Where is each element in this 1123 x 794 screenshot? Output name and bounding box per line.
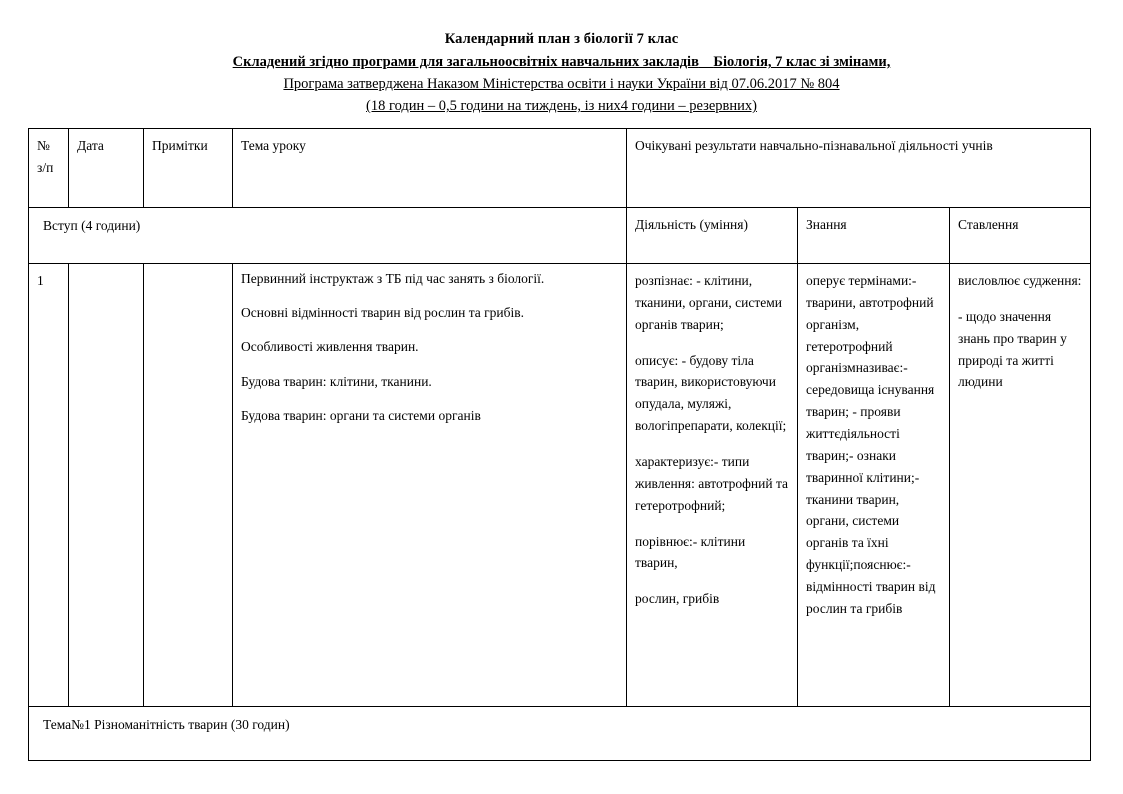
subtitle-program-part1: Складений згідно програми для загальноосвітніх навчальних закладів xyxy=(232,54,699,71)
header-cell-number xyxy=(29,129,69,208)
header-number-suffix: з/п xyxy=(37,159,54,175)
cell-activity xyxy=(627,264,798,707)
subtitle-order-text: Програма затверджена Наказом Міністерства освіти і науки України від 07.06.2017 № 804 xyxy=(283,76,840,93)
subtitle-program-part2: Біологія, 7 клас зі змінами, xyxy=(713,54,891,71)
lesson-theme-line: Будова тварин: органи та системи органів xyxy=(241,407,481,423)
section-label-theme1: Тема№1 Різноманітність тварин (30 годин) xyxy=(29,707,1091,761)
lesson-theme-line: Будова тварин: клітини, тканини. xyxy=(241,373,432,389)
subheader-activity: Діяльність (уміння) xyxy=(627,208,798,264)
cell-date xyxy=(69,264,144,707)
cell-lesson-theme xyxy=(233,264,627,707)
cell-attitude xyxy=(950,264,1091,707)
header-cell-date: Дата xyxy=(69,129,144,208)
header-cell-notes: Примітки xyxy=(144,129,233,208)
activity-item: характеризує:- типи живлення: автотрофний та гетеротрофний; xyxy=(635,454,789,513)
header-cell-theme: Тема уроку xyxy=(233,129,627,208)
lesson-theme-line: Особливості живлення тварин. xyxy=(241,339,419,355)
subtitle-hours-text: (18 годин – 0,5 години на тиждень, із них4 години – резервних) xyxy=(366,98,757,115)
lesson-theme-line: Первинний інструктаж з ТБ під час занять з біології. xyxy=(241,271,545,286)
section-row-intro xyxy=(29,208,1091,264)
cell-knowledge xyxy=(798,264,950,707)
subheader-attitude: Ставлення xyxy=(950,208,1091,264)
section-row-theme1 xyxy=(29,707,1091,761)
subheader-knowledge: Знання xyxy=(798,208,950,264)
attitude-item: висловлює судження: xyxy=(958,273,1082,288)
lesson-theme-line: Основні відмінності тварин від рослин та грибів. xyxy=(241,305,525,321)
activity-item: описує: - будову тіла тварин, використовуючи опудала, муляжі, вологіпрепарати, колекції; xyxy=(635,352,787,434)
page-title: Календарний план з біології 7 клас xyxy=(444,31,679,47)
knowledge-item: оперує термінами:- тварини, автотрофний організм, гетеротрофний організмназиває:- середовища існування тварин; - прояви життєдіяльності тварин;- ознаки тваринної клітини;- тканини тварин, органи, системи органів та їхні функції;пояснює:- відмінності тварин від рослин та грибів xyxy=(806,273,936,616)
subtitle-order xyxy=(0,75,1123,94)
activity-item: розпізнає: - клітини, тканини, органи, системи органів тварин; xyxy=(635,273,782,332)
section-label-intro: Вступ (4 години) xyxy=(29,208,627,264)
cell-notes xyxy=(144,264,233,707)
header-cell-expected-results: Очікувані результати навчально-пізнавальної діяльності учнів xyxy=(627,129,1091,208)
activity-item: порівнює:- клітини тварин, xyxy=(635,533,746,571)
header-number-symbol: № xyxy=(37,138,50,153)
calendar-plan-table xyxy=(28,128,1091,761)
cell-row-number: 1 xyxy=(29,264,69,707)
subtitle-program xyxy=(0,53,1123,72)
table-row xyxy=(29,264,1091,707)
activity-item: рослин, грибів xyxy=(635,591,720,607)
attitude-item: - щодо значення знань про тварин у природі та житті людини xyxy=(958,308,1067,390)
subtitle-hours xyxy=(0,97,1123,116)
table-header-row xyxy=(29,129,1091,208)
document-title-block xyxy=(0,0,1123,117)
